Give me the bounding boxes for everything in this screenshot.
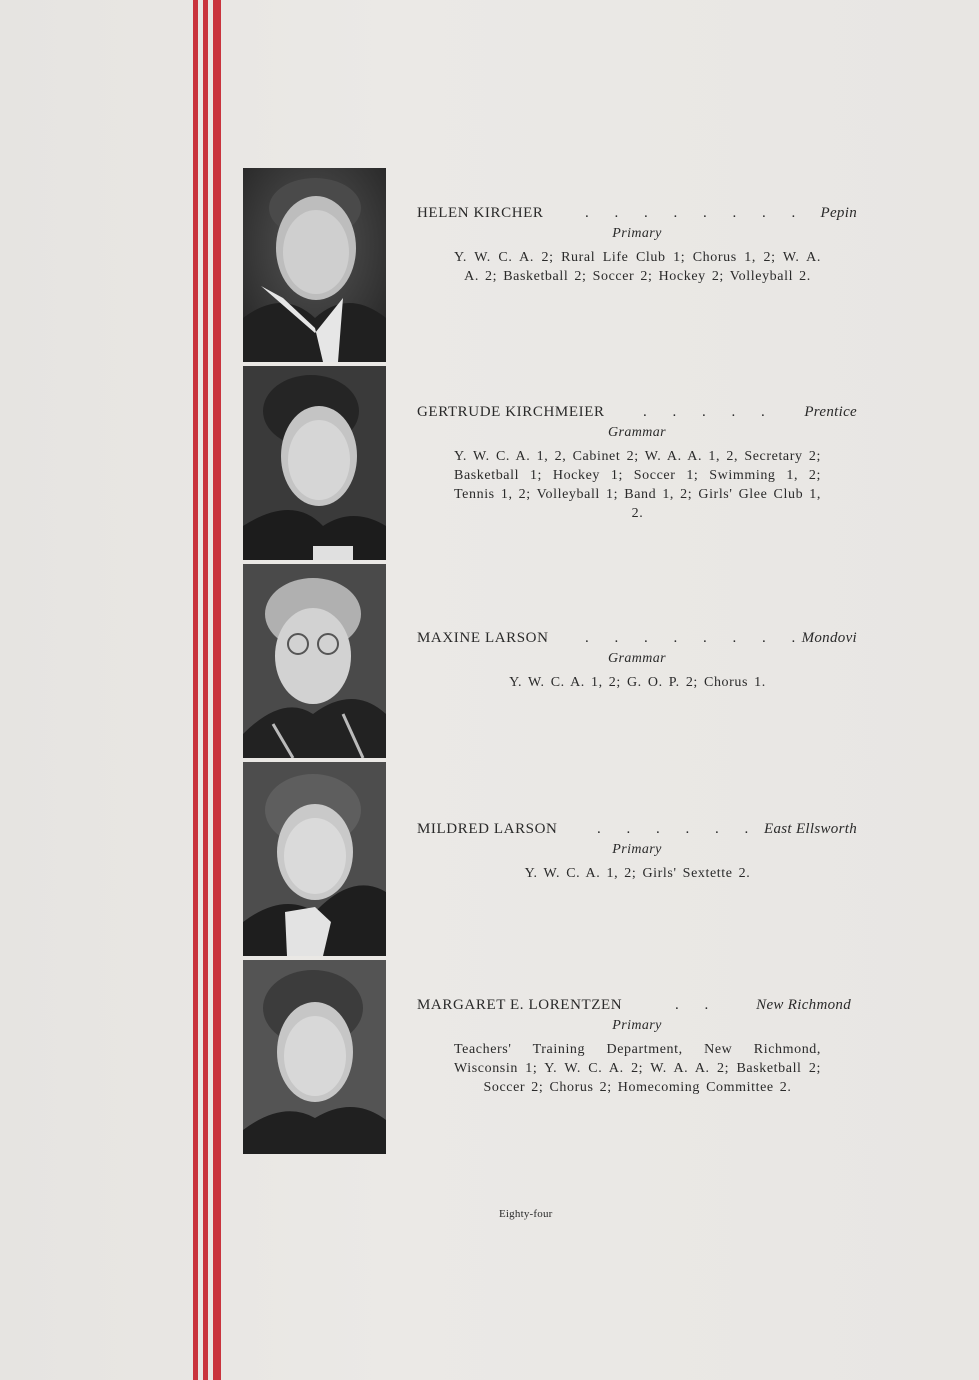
leader-dots: . . . . . . — [597, 821, 760, 837]
student-name: MARGARET E. LORENTZEN — [417, 997, 623, 1013]
activities-text: Y. W. C. A. 2; Rural Life Club 1; Chorus 1, 2; W. A. A. 2; Basketball 2; Soccer 2; Hockey 2; Volleyball 2. — [454, 250, 821, 284]
hometown: Pepin — [820, 205, 857, 221]
portrait-photo — [243, 366, 386, 560]
entry-heading — [417, 630, 857, 650]
student-name: MAXINE LARSON — [417, 630, 549, 646]
leader-dots: . . . . . . . . — [585, 630, 807, 646]
hometown: East Ellsworth — [764, 821, 857, 837]
student-entry — [417, 404, 857, 523]
leader-dots: . . . . . . . . — [585, 205, 807, 221]
entry-heading — [417, 205, 857, 225]
course-name: Grammar — [607, 651, 667, 666]
leader-dots: . . . . . — [643, 404, 776, 420]
portrait-photo — [243, 168, 386, 362]
student-entry — [417, 630, 857, 692]
page-number: Eighty-four — [499, 1208, 553, 1220]
red-border-stripe — [193, 0, 198, 1380]
portrait-photo — [243, 960, 386, 1154]
red-border-stripe — [203, 0, 208, 1380]
hometown: Mondovi — [801, 630, 857, 646]
hometown: Prentice — [804, 404, 857, 420]
entry-heading — [417, 821, 857, 841]
activities-text: Y. W. C. A. 1, 2; G. O. P. 2; Chorus 1. — [509, 675, 766, 690]
course-name: Primary — [612, 1018, 662, 1033]
hometown: New Richmond — [756, 997, 851, 1013]
activities-text: Y. W. C. A. 1, 2; Girls' Sextette 2. — [524, 866, 751, 881]
course-name: Grammar — [607, 425, 667, 440]
entry-heading — [417, 404, 857, 424]
course-name: Primary — [612, 226, 662, 241]
activities-text: Y. W. C. A. 1, 2, Cabinet 2; W. A. A. 1, 2, Secretary 2; Basketball 1; Hockey 1; Soccer 1; Swimming 1, 2; Tennis 1, 2; Volleyball 1; Band 1, 2; Girls' Glee Club 1, 2. — [454, 449, 821, 521]
portrait-photo — [243, 564, 386, 758]
red-border-stripe — [213, 0, 221, 1380]
student-entry — [417, 997, 857, 1097]
portrait-photo — [243, 762, 386, 956]
student-name: MILDRED LARSON — [417, 821, 558, 837]
leader-dots: . . — [675, 997, 720, 1013]
activities-text: Teachers' Training Department, New Richmond, Wisconsin 1; Y. W. C. A. 2; W. A. A. 2; Basketball 2; Soccer 2; Chorus 2; Homecoming Committee 2. — [454, 1042, 821, 1095]
student-name: HELEN KIRCHER — [417, 205, 544, 221]
entry-heading — [417, 997, 857, 1017]
student-name: GERTRUDE KIRCHMEIER — [417, 404, 605, 420]
student-entry — [417, 821, 857, 883]
course-name: Primary — [612, 842, 662, 857]
student-entry — [417, 205, 857, 286]
